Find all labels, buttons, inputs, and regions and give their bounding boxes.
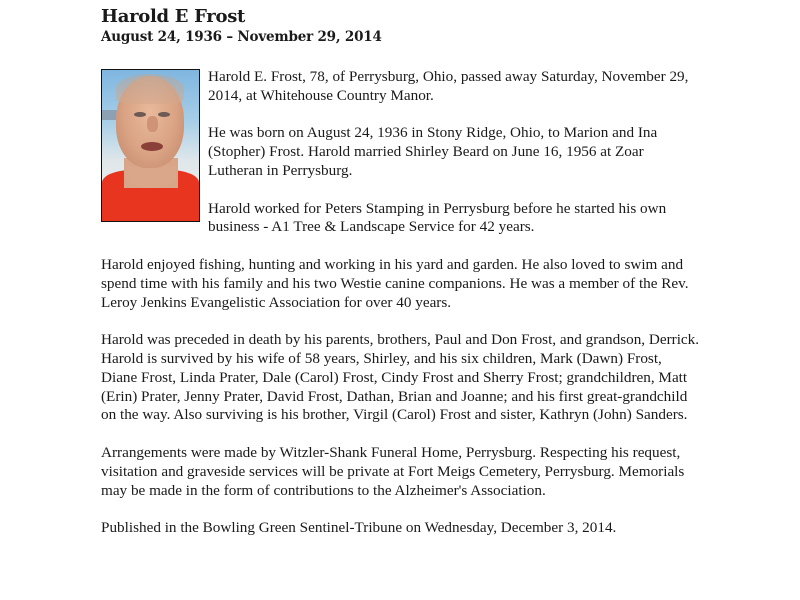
photo-collar xyxy=(126,166,176,188)
deceased-name-heading: Harold E Frost xyxy=(101,6,246,27)
paragraph-career: Harold worked for Peters Stamping in Perrysburg before he started his own business - A1 Tree & Landscape Service for 42 years. xyxy=(208,199,667,236)
life-dates: August 24, 1936 – November 29, 2014 xyxy=(101,29,382,45)
paragraph-publication: Published in the Bowling Green Sentinel-Tribune on Wednesday, December 3, 2014. xyxy=(101,519,617,537)
photo-nose xyxy=(147,116,158,132)
obituary-body xyxy=(101,68,701,557)
portrait-photo xyxy=(101,69,200,222)
photo-right-eye xyxy=(158,112,170,117)
obituary-document xyxy=(101,6,701,537)
photo-left-eye xyxy=(134,112,146,117)
photo-hair xyxy=(116,74,184,104)
photo-mouth xyxy=(141,142,163,151)
paragraph-arrangements: Arrangements were made by Witzler-Shank Funeral Home, Perrysburg. Respecting his request, visitation and graveside services will be private at Fort Meigs Cemetery, Perrysburg. Memorials may be made in the form of contributions to the Alzheimer's Association. xyxy=(101,443,685,499)
paragraph-family: Harold was preceded in death by his parents, brothers, Paul and Don Frost, and grandson, Derrick. Harold is survived by his wife of 58 years, Shirley, and his six children, Mark (Dawn) Frost, Diane Frost, Linda Prater, Dale (Carol) Frost, Cindy Frost and Sherry Frost; grandchildren, Matt (Erin) Prater, Jenny Prater, David Frost, Dathan, Brian and Joanne; and his first great-grandchild on the way. Also surviving is his brother, Virgil (Carol) Frost and sister, Kathryn (John) Sanders. xyxy=(101,331,700,424)
paragraph-death-notice: Harold E. Frost, 78, of Perrysburg, Ohio, passed away Saturday, November 29, 2014, at Whitehouse Country Manor. xyxy=(208,68,689,104)
paragraph-hobbies: Harold enjoyed fishing, hunting and working in his yard and garden. He also loved to swim and spend time with his family and his two Westie canine companions. He was a member of the Rev. Leroy Jenkins Evangelistic Association for over 40 years. xyxy=(101,255,689,311)
paragraph-birth-marriage: He was born on August 24, 1936 in Stony Ridge, Ohio, to Marion and Ina (Stopher) Frost. Harold married Shirley Beard on June 16, 1956 at Zoar Lutheran in Perrysburg. xyxy=(208,124,658,179)
